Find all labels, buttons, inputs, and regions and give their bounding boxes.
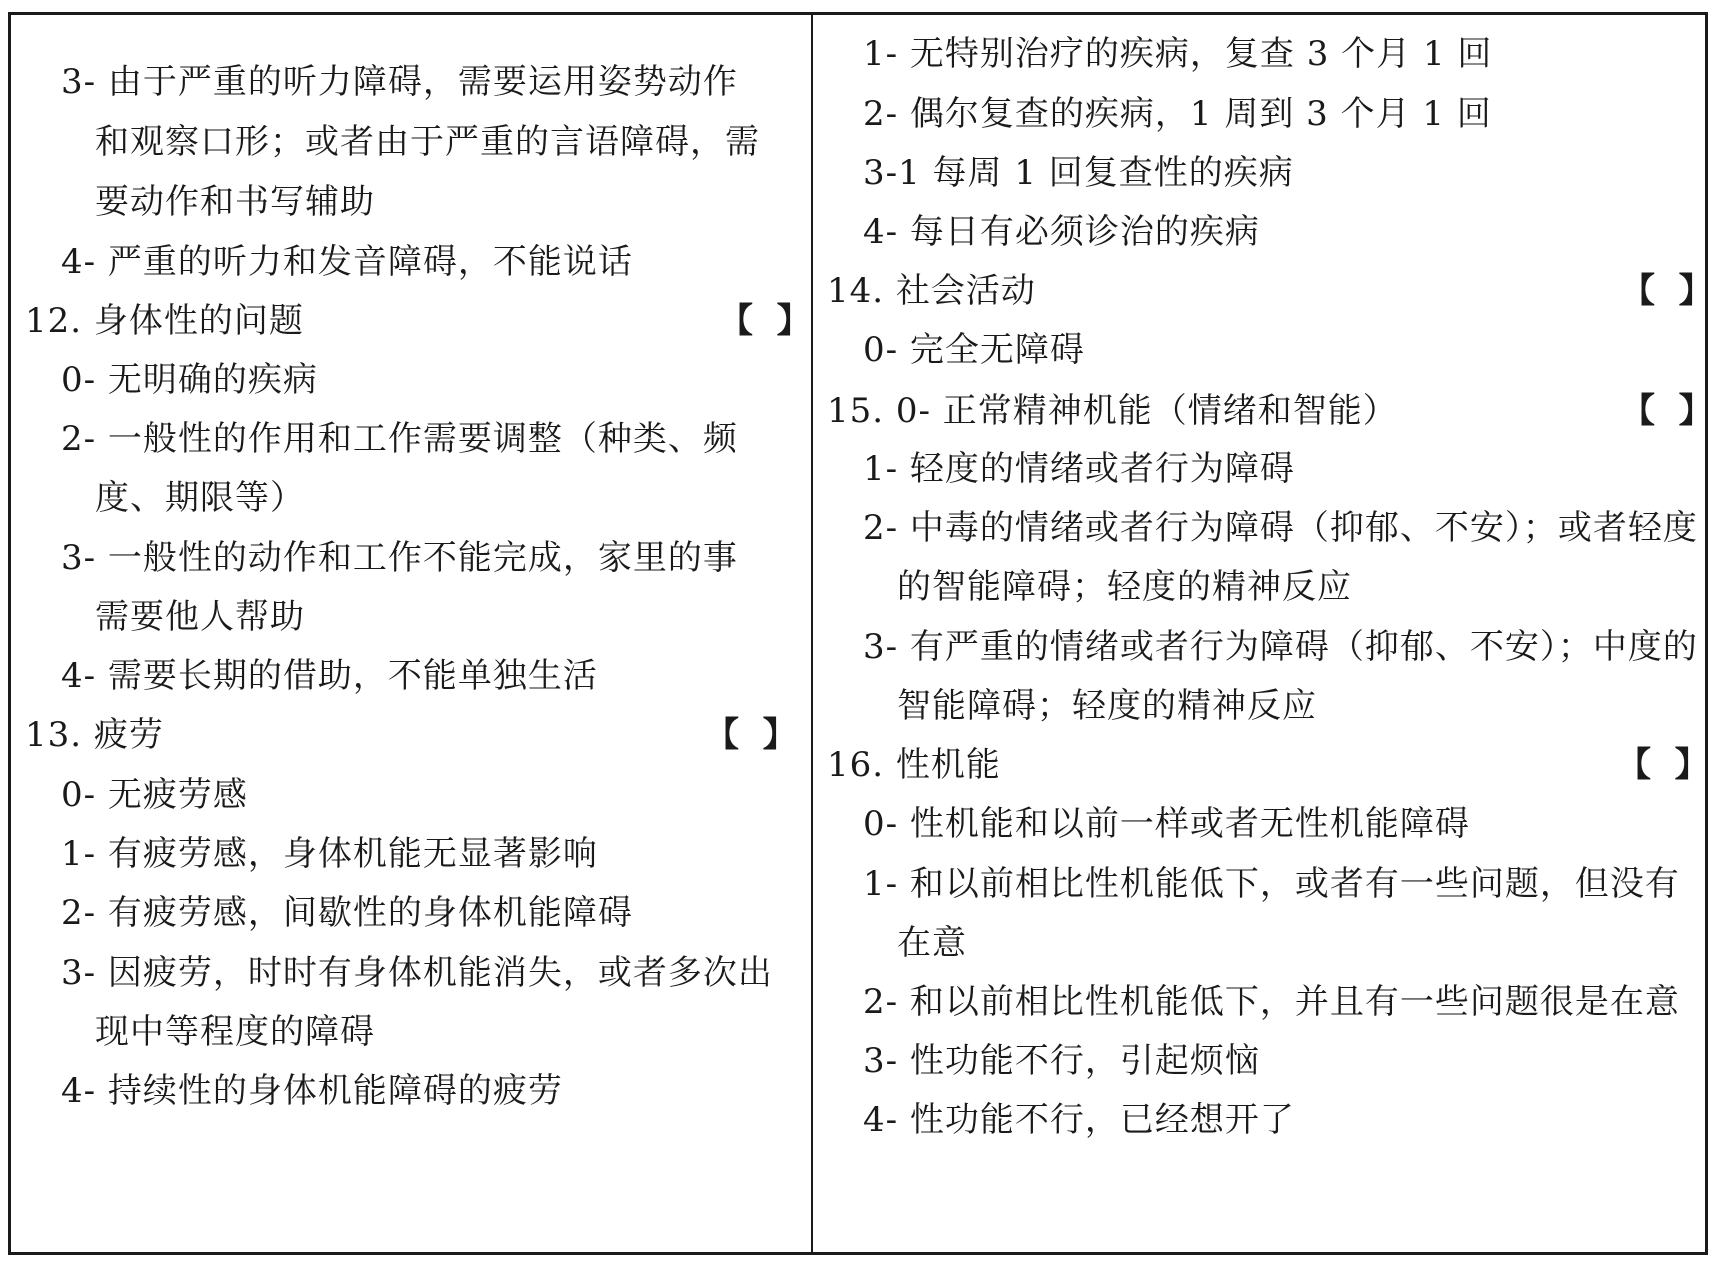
q12-option-0: 0- 无明确的疾病 bbox=[61, 360, 318, 400]
q13-option-4: 4- 持续性的身体机能障碍的疲劳 bbox=[61, 1071, 563, 1111]
q15-answer-bracket[interactable]: 【 】 bbox=[1621, 391, 1713, 431]
q13-option-0: 0- 无疲劳感 bbox=[61, 775, 248, 815]
q13-answer-bracket[interactable]: 【 】 bbox=[705, 715, 797, 755]
q13-continued-option-2: 2- 偶尔复查的疾病，1 周到 3 个月 1 回 bbox=[863, 94, 1492, 134]
q11-option-3-line-3: 要动作和书写辅助 bbox=[95, 182, 375, 222]
q13-continued-option-3: 3-1 每周 1 回复查性的疾病 bbox=[863, 153, 1294, 193]
q12-option-4: 4- 需要长期的借助，不能单独生活 bbox=[61, 656, 598, 696]
q13-continued-option-1: 1- 无特别治疗的疾病，复查 3 个月 1 回 bbox=[863, 34, 1493, 74]
q12-title: 12. 身体性的问题 bbox=[25, 301, 304, 341]
q15-option-1: 1- 轻度的情绪或者行为障碍 bbox=[863, 449, 1295, 489]
q14-answer-bracket[interactable]: 【 】 bbox=[1621, 271, 1713, 311]
q13-option-1: 1- 有疲劳感，身体机能无显著影响 bbox=[61, 834, 598, 874]
q13-option-2: 2- 有疲劳感，间歇性的身体机能障碍 bbox=[61, 893, 633, 933]
q12-option-3-line-2: 需要他人帮助 bbox=[95, 597, 305, 637]
column-divider bbox=[811, 15, 813, 1252]
q14-option-0: 0- 完全无障碍 bbox=[863, 330, 1085, 370]
q11-option-4: 4- 严重的听力和发音障碍，不能说话 bbox=[61, 242, 633, 282]
q13-continued-option-4: 4- 每日有必须诊治的疾病 bbox=[863, 212, 1260, 252]
q16-option-4: 4- 性功能不行，已经想开了 bbox=[863, 1100, 1295, 1140]
q12-option-2-line-1: 2- 一般性的作用和工作需要调整（种类、频 bbox=[61, 419, 738, 459]
q16-option-0: 0- 性机能和以前一样或者无性机能障碍 bbox=[863, 804, 1470, 844]
q15-option-3-line-2: 智能障碍；轻度的精神反应 bbox=[897, 686, 1317, 726]
q15-title: 15. 0- 正常精神机能（情绪和智能） bbox=[827, 391, 1398, 431]
q16-title: 16. 性机能 bbox=[827, 745, 1001, 785]
q12-option-3-line-1: 3- 一般性的动作和工作不能完成，家里的事 bbox=[61, 538, 738, 578]
q16-option-1-line-2: 在意 bbox=[897, 923, 967, 963]
q13-title: 13. 疲劳 bbox=[25, 715, 164, 755]
q15-option-2-line-1: 2- 中毒的情绪或者行为障碍（抑郁、不安）；或者轻度 bbox=[863, 508, 1698, 548]
q15-option-3-line-1: 3- 有严重的情绪或者行为障碍（抑郁、不安）；中度的 bbox=[863, 627, 1698, 667]
q13-option-3-line-2: 现中等程度的障碍 bbox=[95, 1012, 375, 1052]
q14-title: 14. 社会活动 bbox=[827, 271, 1036, 311]
q16-answer-bracket[interactable]: 【 】 bbox=[1617, 745, 1709, 785]
q11-option-3-line-1: 3- 由于严重的听力障碍，需要运用姿势动作 bbox=[61, 62, 738, 102]
q16-option-2: 2- 和以前相比性机能低下，并且有一些问题很是在意 bbox=[863, 982, 1680, 1022]
q11-option-3-line-2: 和观察口形；或者由于严重的言语障碍，需 bbox=[95, 122, 760, 162]
q12-option-2-line-2: 度、期限等） bbox=[95, 478, 305, 518]
q12-answer-bracket[interactable]: 【 】 bbox=[719, 301, 811, 341]
questionnaire-frame bbox=[8, 12, 1713, 1255]
q15-option-2-line-2: 的智能障碍；轻度的精神反应 bbox=[897, 567, 1352, 607]
q13-option-3-line-1: 3- 因疲劳，时时有身体机能消失，或者多次出 bbox=[61, 953, 773, 993]
q16-option-1-line-1: 1- 和以前相比性机能低下，或者有一些问题，但没有 bbox=[863, 864, 1680, 904]
q16-option-3: 3- 性功能不行，引起烦恼 bbox=[863, 1041, 1260, 1081]
